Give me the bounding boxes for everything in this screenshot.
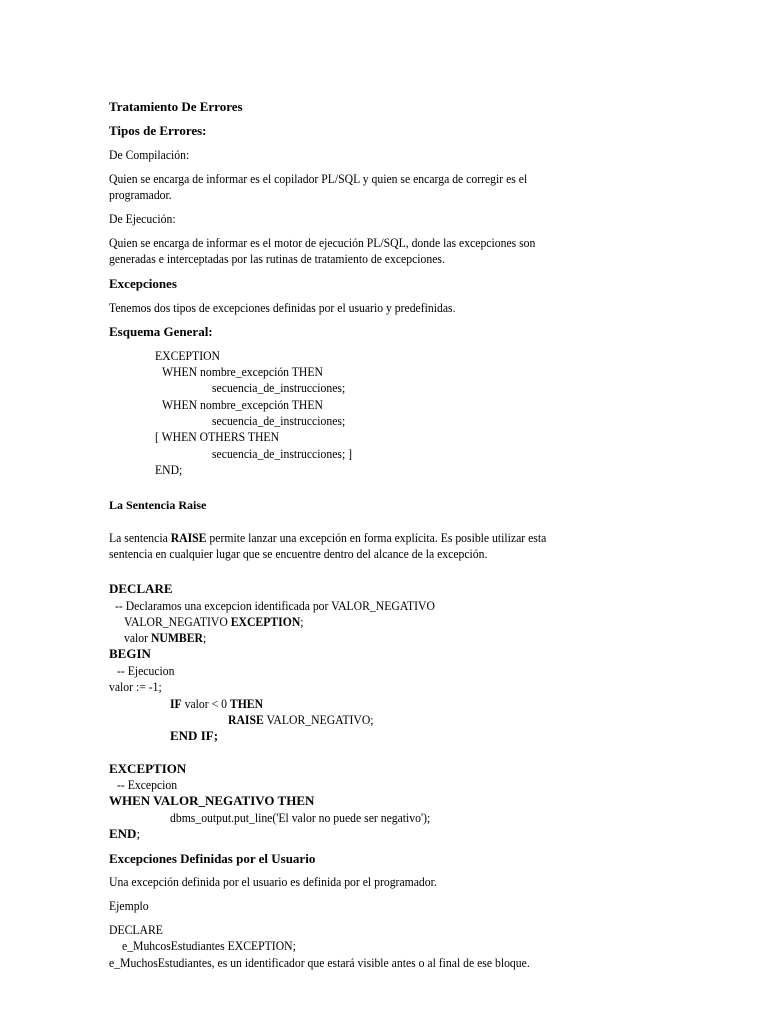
ejemplo-variable	[122, 938, 315, 954]
code-put-line-text: dbms_output.put_line('El valor no puede ser negativo');	[170, 810, 431, 825]
usuario-paragraph-text: Una excepción definida por el usuario es definida por el programador.	[109, 874, 437, 889]
code-var-exception-text	[124, 614, 304, 630]
usuario-heading: Excepciones Definidas por el Usuario	[109, 851, 316, 866]
excepciones-paragraph-text: Tenemos dos tipos de excepciones definidas por el usuario y predefinidas.	[109, 300, 456, 315]
esquema-line-text: END;	[155, 462, 183, 477]
doc-title: Tratamiento De Errores	[109, 99, 243, 114]
tipos-heading: Tipos de Errores:	[109, 123, 207, 138]
compilacion-paragraph-line2	[109, 187, 179, 203]
esquema-line-text: WHEN nombre_excepción THEN	[162, 364, 323, 379]
esquema-line	[162, 364, 341, 380]
code-end	[109, 826, 140, 842]
code-then-keyword: THEN	[229, 696, 264, 711]
code-raise-keyword: RAISE	[228, 712, 264, 727]
esquema-line	[162, 397, 341, 413]
code-assign-text: valor := -1;	[109, 679, 162, 694]
ejecucion-paragraph-line2	[109, 251, 482, 267]
raise-paragraph-pre: La sentencia	[109, 530, 171, 545]
code-begin: BEGIN	[109, 646, 151, 661]
code-exception: EXCEPTION	[109, 761, 187, 776]
ejecucion-paragraph-line1	[109, 235, 583, 251]
code-assign	[109, 679, 168, 695]
esquema-heading: Esquema General:	[109, 324, 213, 339]
esquema-line-text: [ WHEN OTHERS THEN	[155, 429, 280, 444]
code-comment-text: -- Declaramos una excepcion identificada por VALOR_NEGATIVO	[115, 598, 435, 613]
raise-keyword: RAISE	[170, 530, 207, 545]
esquema-line	[155, 462, 185, 478]
excepciones-paragraph	[109, 300, 494, 316]
code-var-type: NUMBER	[150, 630, 203, 645]
code-comment	[115, 598, 470, 614]
raise-paragraph-line2-text: sentencia en cualquier lugar que se encuentre dentro del alcance de la excepción.	[109, 546, 488, 561]
code-var-name: VALOR_NEGATIVO	[124, 614, 231, 629]
code-comment	[117, 663, 181, 679]
code-if	[170, 696, 273, 712]
code-comment	[117, 777, 184, 793]
ejemplo-note	[109, 955, 577, 971]
code-comment-text: -- Ejecucion	[117, 663, 175, 678]
code-raise-text	[228, 712, 374, 728]
excepciones-heading: Excepciones	[109, 276, 177, 291]
ejemplo-label	[109, 898, 153, 914]
esquema-line	[155, 429, 293, 445]
esquema-line-text: EXCEPTION	[155, 348, 220, 363]
code-if-keyword: IF	[170, 696, 182, 711]
compilacion-paragraph-line2-text: programador.	[109, 187, 172, 202]
compilacion-paragraph-line1-text: Quien se encarga de informar es el copilador PL/SQL y quien se encarga de corregir es el	[109, 171, 528, 186]
ejecucion-paragraph-line1-text: Quien se encarga de informar es el motor de ejecución PL/SQL, donde las excepciones son	[109, 235, 536, 250]
esquema-line	[212, 446, 368, 462]
code-var-number-text	[124, 630, 206, 646]
ejemplo-variable-text: e_MuhcosEstudiantes EXCEPTION;	[122, 938, 296, 953]
code-semicolon: ;	[136, 826, 141, 841]
esquema-line	[155, 348, 227, 364]
usuario-paragraph	[109, 874, 473, 890]
code-var-type: EXCEPTION	[230, 614, 301, 629]
code-end-keyword: END	[109, 826, 137, 841]
esquema-line	[212, 380, 360, 396]
code-when: WHEN VALOR_NEGATIVO THEN	[109, 793, 315, 808]
esquema-line	[212, 413, 360, 429]
compilacion-label-text: De Compilación:	[109, 147, 190, 162]
code-if-condition: valor < 0	[181, 696, 230, 711]
code-semicolon: ;	[202, 630, 207, 645]
esquema-line-text: secuencia_de_instrucciones; ]	[212, 446, 353, 461]
code-comment-text: -- Excepcion	[117, 777, 178, 792]
ejemplo-declare-text: DECLARE	[109, 922, 163, 937]
code-var-number	[124, 630, 215, 646]
code-var-exception	[124, 614, 323, 630]
ejecucion-label-text: De Ejecución:	[109, 211, 176, 226]
compilacion-label	[109, 147, 198, 163]
esquema-line-text: secuencia_de_instrucciones;	[212, 413, 346, 428]
raise-paragraph-line1	[109, 530, 595, 546]
ejemplo-label-text: Ejemplo	[109, 898, 149, 913]
raise-paragraph-line2	[109, 546, 529, 562]
esquema-line-text: secuencia_de_instrucciones;	[212, 380, 346, 395]
code-semicolon: ;	[300, 614, 304, 629]
code-declare: DECLARE	[109, 581, 173, 596]
code-raise	[228, 712, 390, 728]
code-var-name: valor	[124, 630, 151, 645]
ejemplo-declare	[109, 922, 169, 938]
code-if-text	[170, 696, 263, 712]
esquema-line-text: WHEN nombre_excepción THEN	[162, 397, 323, 412]
code-endif: END IF;	[170, 728, 219, 743]
ejecucion-label	[109, 211, 183, 227]
compilacion-paragraph-line1	[109, 171, 574, 187]
raise-heading: La Sentencia Raise	[109, 498, 207, 512]
ejecucion-paragraph-line2-text: generadas e interceptadas por las rutinas de tratamiento de excepciones.	[109, 251, 445, 266]
raise-paragraph-line1-text	[109, 530, 546, 546]
code-raise-arg: VALOR_NEGATIVO;	[263, 712, 374, 727]
ejemplo-note-text: e_MuchosEstudiantes, es un identificador que estará visible antes o al final de ese bloque.	[109, 955, 530, 970]
raise-paragraph-post: permite lanzar una excepción en forma explícita. Es posible utilizar esta	[206, 530, 547, 545]
code-put-line	[170, 810, 459, 826]
